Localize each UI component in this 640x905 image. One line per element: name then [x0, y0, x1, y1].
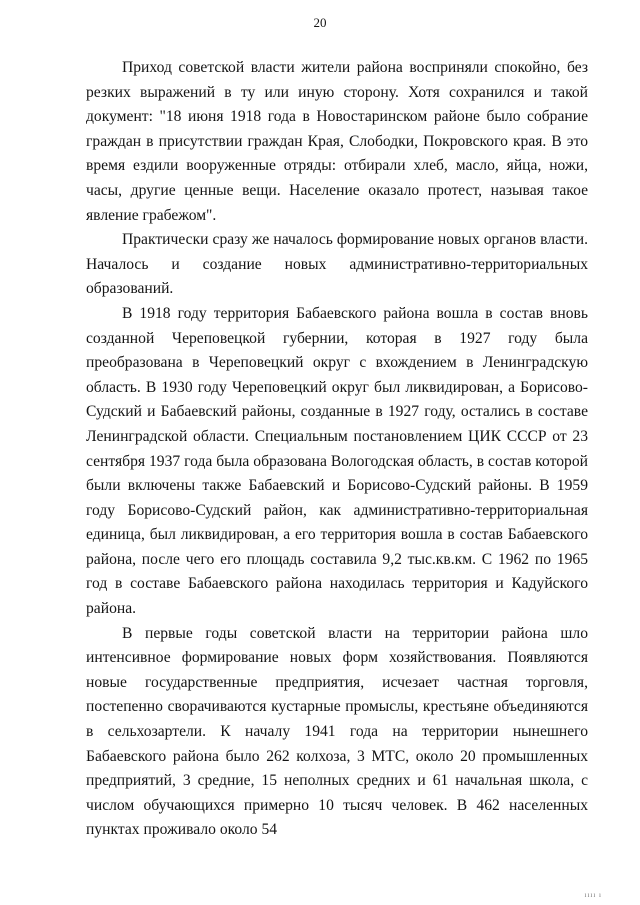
paragraph-soviet-power: Приход советской власти жители района восприняли спокойно, без резких выражений в ту или иную сторону. Хотя сохранился и такой документ: "18 июня 1918 года в Новостаринском районе было собрание граждан в присутствии граждан Края, Слободки, Покровского края. В это время ездили вооруженные отряды: отбирали хлеб, масло, яйца, ножи, часы, другие ценные вещи. Население оказало протест, называя такое явление грабежом". [86, 59, 588, 224]
paragraph-new-authorities: Практически сразу же началось формирование новых органов власти. Началось и создание новых административно-территориальных образований. [86, 231, 588, 298]
document-body [86, 56, 588, 843]
page-number: 20 [313, 15, 327, 30]
paragraph-territory-history: В 1918 году территория Бабаевского района вошла в состав вновь созданной Череповецкой губернии, которая в 1927 году была преобразована в Череповецкий округ с вхождением в Ленинградскую область. В 1930 году Череповецкий округ был ликвидирован, а Борисово-Судский и Бабаевский районы, созданные в 1927 году, остались в составе Ленинградской области. Специальным постановлением ЦИК СССР от 23 сентября 1937 года была образована Вологодская область, в состав которой были включены также Бабаевский и Борисово-Судский районы. В 1959 году Борисово-Судский район, как административно-территориальная единица, был ликвидирован, а его территория вошла в состав Бабаевского района, после чего его площадь составила 9,2 тыс.кв.км. С 1962 по 1965 год в составе Бабаевского района находилась территория и Кадуйского района. [86, 304, 588, 618]
paragraph-economy: В первые годы советской власти на территории района шло интенсивное формирование новых форм хозяйствования. Появляются новые государственные предприятия, исчезает частная торговля, постепенно сворачиваются кустарные промыслы, крестьяне объединяются в сельхозартели. К началу 1941 года на территории нынешнего Бабаевского района было 262 колхоза, 3 МТС, около 20 промышленных предприятий, 3 средние, 15 неполных средних и 61 начальная школа, с числом обучающихся примерно 10 тысяч человек. В 462 населенных пунктах проживало около 54 [86, 624, 588, 839]
corner-scan-mark: ıııı ı [584, 891, 602, 899]
